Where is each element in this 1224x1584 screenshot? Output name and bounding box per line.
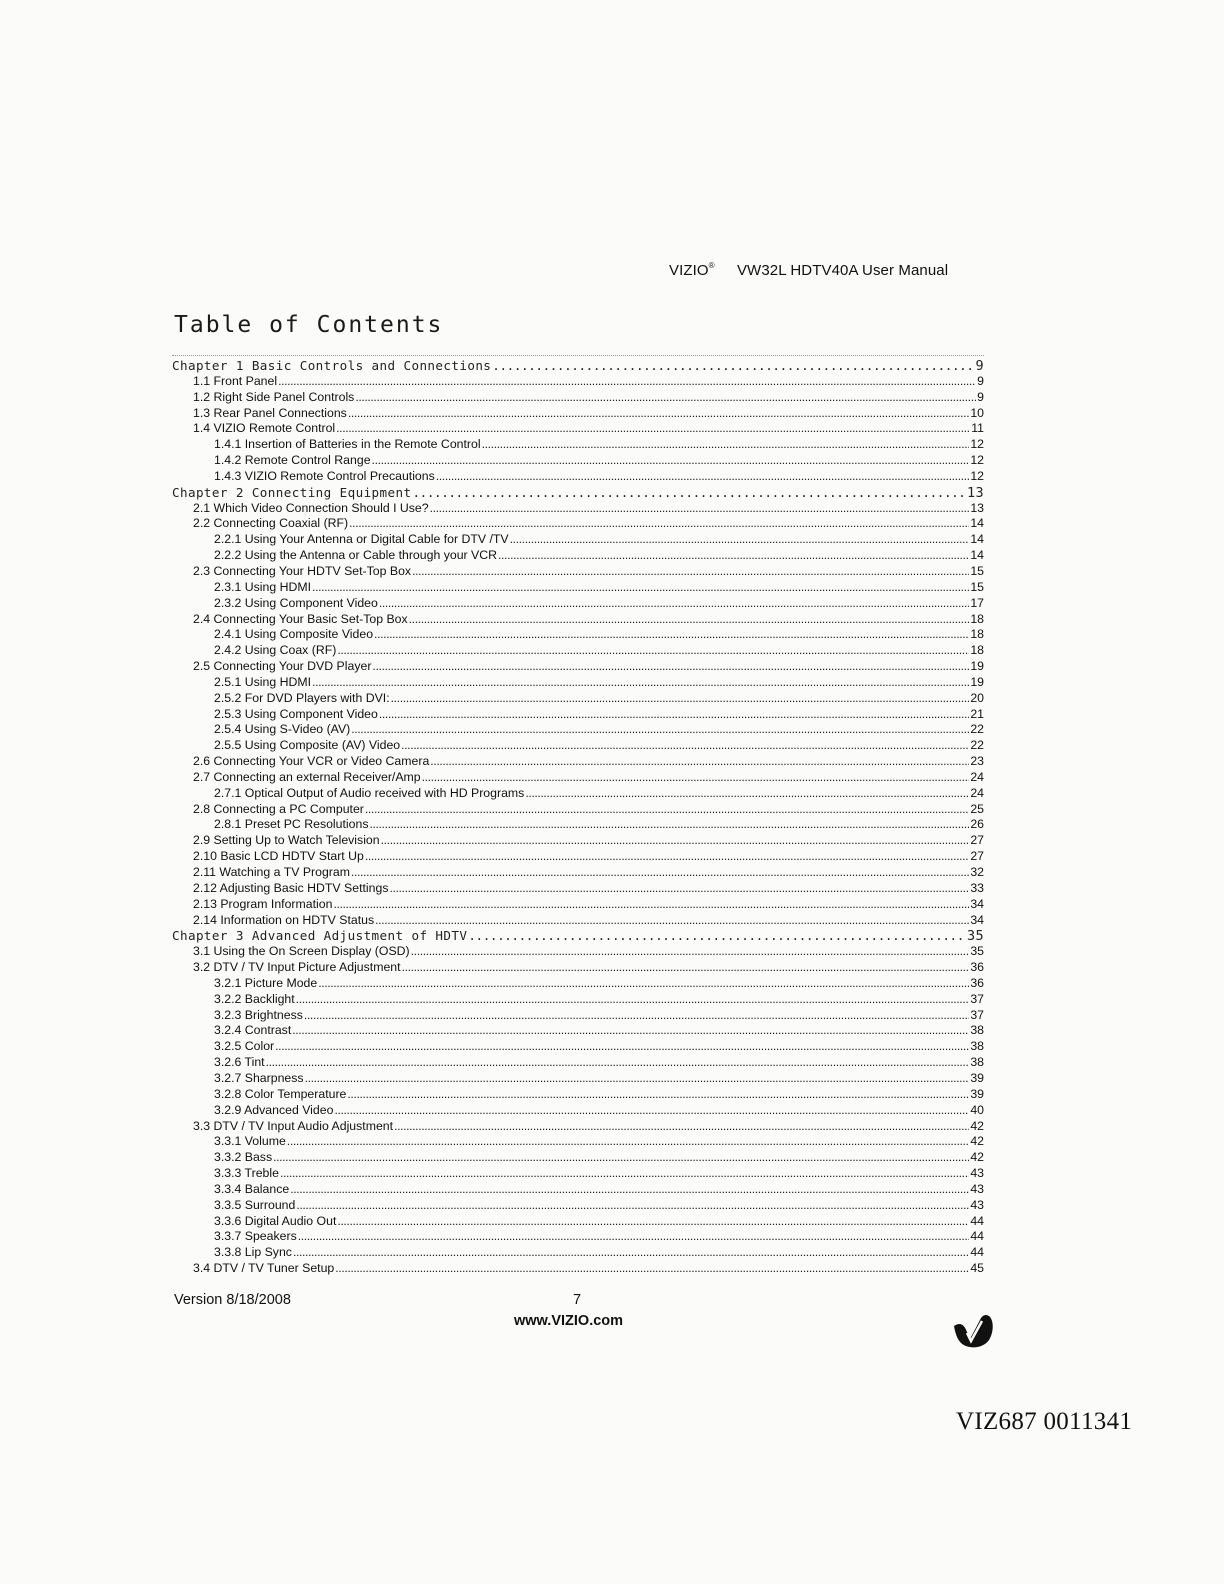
toc-entry[interactable] [172, 1087, 984, 1103]
toc-entry[interactable] [172, 406, 984, 422]
toc-entry[interactable] [172, 881, 984, 897]
toc-entry-title: 1.4 VIZIO Remote Control [193, 421, 336, 436]
toc-entry-title: 3.2 DTV / TV Input Picture Adjustment [193, 960, 401, 975]
dot-leader [293, 1245, 969, 1261]
toc-entry-page: 19 [970, 674, 984, 689]
dot-leader [351, 722, 969, 738]
dot-leader [318, 976, 969, 992]
toc-entry-page: 27 [970, 833, 984, 848]
toc-entry-page: 18 [970, 611, 984, 626]
toc-entry-page: 19 [970, 659, 984, 674]
toc-entry-page: 12 [970, 453, 984, 468]
dot-leader [381, 833, 970, 849]
dot-leader [292, 1023, 969, 1039]
toc-entry[interactable] [172, 1039, 984, 1055]
dot-leader [278, 374, 976, 390]
table-of-contents [172, 358, 984, 1277]
toc-entry-title: 2.8 Connecting a PC Computer [193, 801, 364, 816]
toc-entry[interactable] [172, 453, 984, 469]
toc-entry-title: 2.5.5 Using Composite (AV) Video [214, 738, 401, 753]
toc-entry-page: 12 [970, 437, 984, 452]
toc-entry-title: Chapter 3 Advanced Adjustment of HDTV [172, 928, 468, 944]
toc-entry-page: 36 [970, 975, 984, 990]
toc-entry[interactable] [172, 1229, 984, 1245]
toc-divider [172, 355, 984, 356]
dot-leader [492, 358, 974, 374]
toc-entry[interactable] [172, 421, 984, 437]
dot-leader [349, 516, 969, 532]
toc-entry-title: 3.3.1 Volume [214, 1134, 286, 1149]
dot-leader [273, 1150, 969, 1166]
toc-entry-page: 11 [971, 421, 984, 436]
dot-leader [335, 1261, 969, 1277]
dot-leader [304, 1008, 969, 1024]
toc-entry-page: 24 [970, 769, 984, 784]
toc-entry[interactable] [172, 1166, 984, 1182]
toc-entry-page: 42 [970, 1118, 984, 1133]
toc-entry[interactable] [172, 897, 984, 913]
toc-entry[interactable] [172, 707, 984, 723]
dot-leader [290, 1182, 969, 1198]
dot-leader [374, 627, 969, 643]
toc-entry-page: 35 [966, 928, 984, 945]
toc-entry-title: 2.7 Connecting an external Receiver/Amp [193, 769, 421, 784]
toc-entry-title: Chapter 2 Connecting Equipment [172, 484, 412, 500]
toc-entry-page: 23 [970, 754, 984, 769]
toc-entry-page: 42 [970, 1134, 984, 1149]
dot-leader [351, 865, 969, 881]
toc-entry[interactable] [172, 722, 984, 738]
toc-entry[interactable] [172, 532, 984, 548]
toc-entry-page: 22 [970, 738, 984, 753]
toc-entry[interactable] [172, 501, 984, 517]
toc-entry-page: 33 [970, 880, 984, 895]
toc-entry-page: 38 [970, 1039, 984, 1054]
toc-entry[interactable] [172, 390, 984, 406]
toc-entry-title: 3.3.7 Speakers [214, 1229, 297, 1244]
toc-entry[interactable] [172, 643, 984, 659]
toc-entry[interactable] [172, 580, 984, 596]
toc-entry-title: 3.3.2 Bass [214, 1150, 273, 1165]
toc-entry-page: 9 [975, 358, 984, 374]
toc-entry-page: 9 [977, 389, 984, 404]
toc-entry-page: 22 [970, 722, 984, 737]
toc-entry[interactable] [172, 1134, 984, 1150]
toc-entry-page: 18 [970, 643, 984, 658]
toc-entry-title: 2.4.1 Using Composite Video [214, 627, 374, 642]
toc-entry-page: 25 [970, 801, 984, 816]
toc-entry-title: 2.11 Watching a TV Program [193, 865, 350, 879]
dot-leader [337, 1214, 969, 1230]
dot-leader [348, 406, 970, 422]
toc-entry[interactable] [172, 374, 984, 390]
toc-entry[interactable] [172, 612, 984, 628]
toc-entry-title: 3.3.5 Surround [214, 1197, 296, 1212]
toc-entry-page: 38 [970, 1055, 984, 1070]
toc-entry[interactable] [172, 1071, 984, 1087]
toc-entry-title: 2.4 Connecting Your Basic Set-Top Box [193, 611, 408, 626]
toc-entry-title: 1.3 Rear Panel Connections [193, 405, 347, 420]
toc-entry-page: 34 [970, 896, 984, 911]
toc-entry-page: 37 [970, 991, 984, 1006]
toc-entry[interactable] [172, 1182, 984, 1198]
dot-leader [468, 928, 966, 944]
dot-leader [298, 1229, 970, 1245]
toc-entry-page: 14 [970, 548, 984, 563]
toc-entry-title: 3.2.1 Picture Mode [214, 975, 318, 990]
toc-entry-page: 9 [977, 373, 984, 388]
dot-leader [409, 612, 970, 628]
toc-entry-page: 37 [970, 1007, 984, 1022]
toc-entry-title: 2.5.2 For DVD Players with DVI: [214, 690, 390, 705]
toc-entry[interactable] [172, 1023, 984, 1039]
dot-leader [402, 960, 970, 976]
toc-entry-title: 3.3.8 Lip Sync [214, 1245, 292, 1260]
toc-entry-title: 3.3 DTV / TV Input Audio Adjustment [193, 1118, 394, 1133]
toc-entry-title: 2.2.1 Using Your Antenna or Digital Cable for DTV /TV [214, 532, 509, 547]
dot-leader [411, 944, 970, 960]
toc-entry-title: 3.2.4 Contrast [214, 1023, 292, 1038]
toc-entry-page: 13 [966, 484, 984, 501]
toc-entry-page: 20 [970, 690, 984, 705]
bates-stamp: VIZ687 0011341 [956, 1408, 1133, 1435]
toc-entry-page: 36 [970, 960, 984, 975]
toc-entry-title: 3.2.7 Sharpness [214, 1070, 304, 1085]
toc-entry-page: 15 [970, 579, 984, 594]
toc-entry-title: 2.5 Connecting Your DVD Player [193, 659, 372, 674]
toc-entry[interactable] [172, 833, 984, 849]
toc-entry[interactable] [172, 675, 984, 691]
toc-entry[interactable] [172, 1214, 984, 1230]
toc-entry-title: 2.5.3 Using Component Video [214, 706, 378, 721]
toc-entry[interactable] [172, 944, 984, 960]
dot-leader [482, 437, 970, 453]
toc-entry[interactable] [172, 659, 984, 675]
page-title: Table of Contents [174, 312, 444, 338]
toc-entry[interactable] [172, 802, 984, 818]
dot-leader [305, 1071, 970, 1087]
toc-entry-page: 39 [970, 1070, 984, 1085]
toc-entry-title: 2.2 Connecting Coaxial (RF) [193, 516, 349, 531]
header-brand: VIZIO [669, 262, 709, 279]
footer-page-number: 7 [573, 1292, 582, 1308]
toc-entry-title: 2.5.4 Using S-Video (AV) [214, 722, 351, 737]
dot-leader [312, 675, 969, 691]
dot-leader [369, 817, 969, 833]
toc-entry-page: 43 [970, 1166, 984, 1181]
toc-entry-title: 2.9 Setting Up to Watch Television [193, 833, 380, 848]
toc-entry-page: 43 [970, 1197, 984, 1212]
toc-entry-title: 2.3.1 Using HDMI [214, 579, 312, 594]
toc-entry-page: 24 [970, 785, 984, 800]
toc-entry-page: 42 [970, 1150, 984, 1165]
dot-leader [334, 1103, 969, 1119]
toc-entry-title: 2.14 Information on HDTV Status [193, 912, 375, 927]
toc-entry[interactable] [172, 992, 984, 1008]
toc-entry[interactable] [172, 770, 984, 786]
toc-entry-page: 10 [970, 405, 984, 420]
toc-entry-page: 34 [970, 912, 984, 927]
toc-entry[interactable] [172, 1119, 984, 1135]
toc-entry-page: 26 [970, 817, 984, 832]
toc-entry[interactable] [172, 1055, 984, 1071]
toc-entry-page: 14 [970, 532, 984, 547]
dot-leader [365, 802, 969, 818]
toc-entry[interactable] [172, 849, 984, 865]
toc-entry-title: 2.12 Adjusting Basic HDTV Settings [193, 880, 389, 895]
toc-entry-page: 35 [970, 944, 984, 959]
dot-leader [296, 992, 970, 1008]
dot-leader [372, 659, 969, 675]
dot-leader [336, 421, 970, 437]
toc-entry-page: 32 [970, 865, 984, 879]
dot-leader [312, 580, 969, 596]
toc-entry[interactable] [172, 1150, 984, 1166]
toc-entry[interactable] [172, 754, 984, 770]
toc-entry[interactable] [172, 786, 984, 802]
toc-entry-title: 3.1 Using the On Screen Display (OSD) [193, 944, 410, 959]
toc-entry-title: 3.2.3 Brightness [214, 1007, 303, 1022]
dot-leader [430, 754, 969, 770]
toc-entry-page: 44 [970, 1245, 984, 1260]
dot-leader [436, 469, 970, 485]
toc-entry[interactable] [172, 1198, 984, 1214]
toc-entry[interactable] [172, 627, 984, 643]
toc-entry[interactable] [172, 516, 984, 532]
dot-leader [296, 1198, 969, 1214]
vizio-v-logo-icon [952, 1312, 996, 1350]
toc-entry-title: 1.4.3 VIZIO Remote Control Precautions [214, 468, 435, 483]
toc-entry-title: 1.2 Right Side Panel Controls [193, 389, 355, 404]
registered-mark: ® [708, 261, 715, 270]
toc-entry-title: 2.3 Connecting Your HDTV Set-Top Box [193, 563, 412, 578]
toc-entry[interactable] [172, 564, 984, 580]
toc-entry-title: Chapter 1 Basic Controls and Connections [172, 358, 492, 373]
dot-leader [347, 1087, 969, 1103]
toc-entry-title: 2.13 Program Information [193, 896, 333, 911]
toc-entry-page: 17 [970, 595, 984, 610]
toc-entry-title: 3.3.4 Balance [214, 1181, 290, 1196]
header-model-title: VW32L HDTV40A User Manual [736, 262, 949, 279]
toc-entry-title: 2.8.1 Preset PC Resolutions [214, 817, 369, 832]
dot-leader [379, 707, 969, 723]
toc-chapter-entry[interactable] [172, 358, 984, 374]
toc-entry-title: 3.2.2 Backlight [214, 991, 295, 1006]
toc-entry[interactable] [172, 976, 984, 992]
toc-entry-title: 3.2.6 Tint [214, 1055, 265, 1070]
dot-leader [355, 390, 976, 406]
dot-leader [391, 691, 970, 707]
toc-entry-title: 3.4 DTV / TV Tuner Setup [193, 1261, 335, 1276]
dot-leader [333, 897, 969, 913]
toc-entry[interactable] [172, 960, 984, 976]
toc-entry[interactable] [172, 596, 984, 612]
dot-leader [365, 849, 969, 865]
dot-leader [379, 596, 969, 612]
footer-version: Version 8/18/2008 [174, 1292, 291, 1308]
toc-entry[interactable] [172, 548, 984, 564]
toc-entry-page: 13 [970, 500, 984, 515]
toc-entry-title: 1.1 Front Panel [193, 373, 278, 388]
toc-entry-page: 45 [970, 1261, 984, 1276]
dot-leader [337, 643, 969, 659]
dot-leader [430, 501, 970, 517]
dot-leader [266, 1055, 970, 1071]
dot-leader [412, 564, 969, 580]
dot-leader [275, 1039, 969, 1055]
toc-entry-title: 2.4.2 Using Coax (RF) [214, 643, 337, 658]
toc-entry-page: 43 [970, 1181, 984, 1196]
dot-leader [372, 453, 970, 469]
toc-entry[interactable] [172, 1008, 984, 1024]
toc-entry-title: 2.2.2 Using the Antenna or Cable through your VCR [214, 548, 498, 563]
toc-entry-title: 2.5.1 Using HDMI [214, 674, 312, 689]
toc-entry-page: 27 [970, 849, 984, 864]
dot-leader [510, 532, 970, 548]
toc-entry[interactable] [172, 817, 984, 833]
toc-entry-title: 1.4.2 Remote Control Range [214, 453, 371, 468]
toc-entry-page: 14 [970, 516, 984, 531]
toc-entry-title: 1.4.1 Insertion of Batteries in the Remote Control [214, 437, 481, 452]
toc-entry-page: 15 [970, 563, 984, 578]
dot-leader [394, 1119, 969, 1135]
dot-leader [412, 485, 965, 501]
toc-entry-page: 40 [970, 1102, 984, 1117]
toc-entry[interactable] [172, 1245, 984, 1261]
toc-entry-page: 38 [970, 1023, 984, 1038]
toc-entry-title: 2.6 Connecting Your VCR or Video Camera [193, 754, 430, 769]
toc-chapter-entry[interactable] [172, 485, 984, 501]
footer-url[interactable]: www.VIZIO.com [514, 1313, 624, 1329]
toc-entry-title: 2.7.1 Optical Output of Audio received with HD Programs [214, 785, 525, 800]
toc-entry[interactable] [172, 1261, 984, 1277]
toc-entry[interactable] [172, 469, 984, 485]
toc-entry-page: 12 [970, 468, 984, 483]
toc-entry-title: 3.3.6 Digital Audio Out [214, 1213, 337, 1228]
toc-entry-page: 44 [970, 1229, 984, 1244]
dot-leader [280, 1166, 969, 1182]
toc-entry-title: 3.3.3 Treble [214, 1166, 279, 1181]
dot-leader [389, 881, 969, 897]
toc-entry-page: 21 [970, 706, 984, 721]
dot-leader [422, 770, 970, 786]
toc-entry[interactable] [172, 738, 984, 754]
toc-chapter-entry[interactable] [172, 928, 984, 944]
toc-entry-title: 3.2.9 Advanced Video [214, 1102, 334, 1117]
toc-entry-title: 3.2.5 Color [214, 1039, 275, 1054]
toc-entry[interactable] [172, 1103, 984, 1119]
toc-entry-title: 2.1 Which Video Connection Should I Use? [193, 500, 429, 515]
toc-entry-title: 3.2.8 Color Temperature [214, 1086, 347, 1101]
toc-entry-page: 39 [970, 1086, 984, 1101]
running-header [669, 262, 948, 279]
toc-entry-page: 18 [970, 627, 984, 642]
toc-entry[interactable] [172, 913, 984, 929]
dot-leader [401, 738, 969, 754]
dot-leader [498, 548, 969, 564]
dot-leader [525, 786, 969, 802]
dot-leader [287, 1134, 970, 1150]
toc-entry-title: 2.3.2 Using Component Video [214, 595, 378, 610]
toc-entry[interactable] [172, 691, 984, 707]
toc-entry-page: 44 [970, 1213, 984, 1228]
toc-entry[interactable] [172, 865, 984, 881]
dot-leader [375, 913, 969, 929]
toc-entry[interactable] [172, 437, 984, 453]
toc-entry-title: 2.10 Basic LCD HDTV Start Up [193, 849, 364, 864]
